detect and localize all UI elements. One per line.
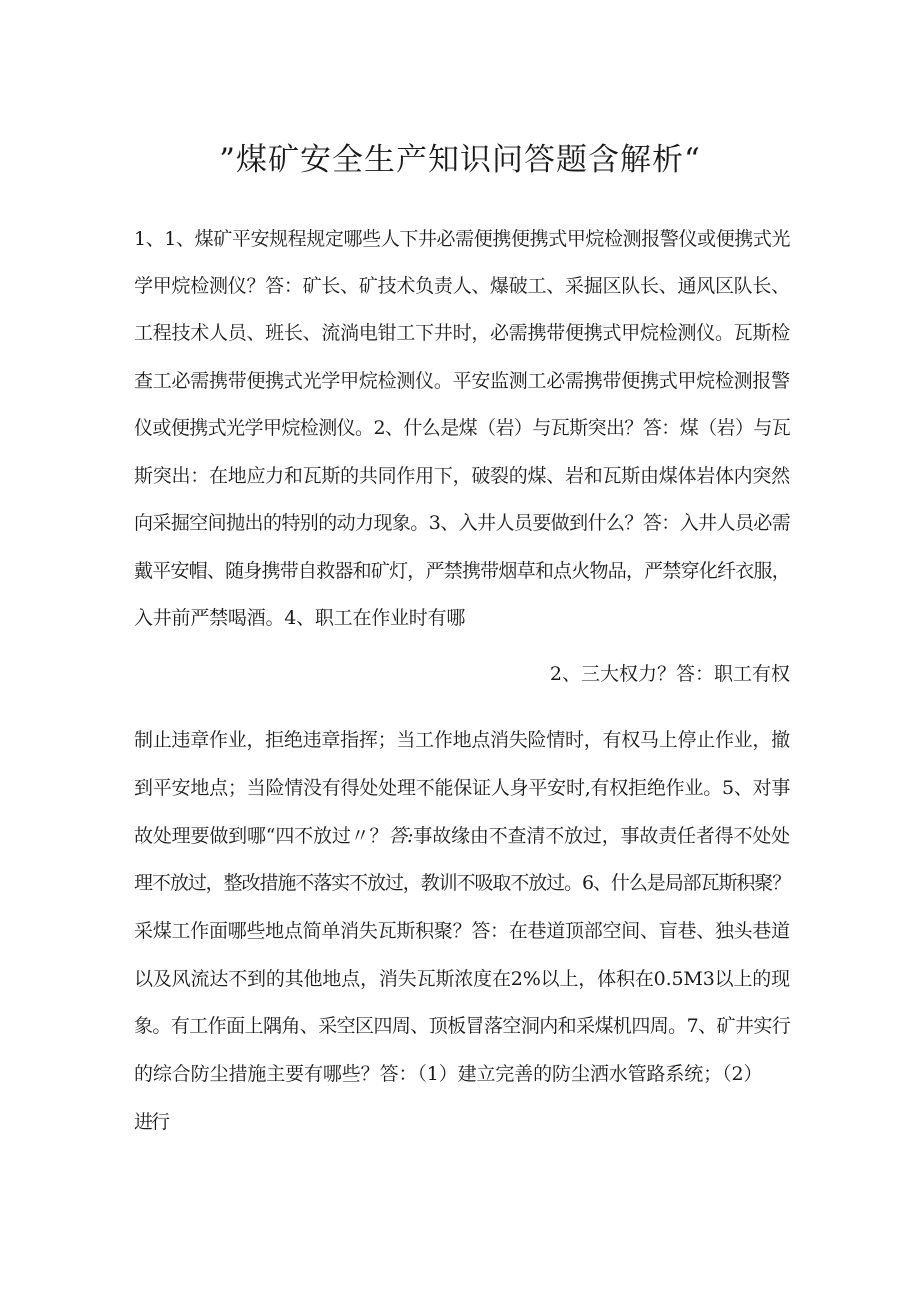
text-segment: 故处理要做到哪“四不放过〃？ xyxy=(134,825,389,847)
text-line: 1、1、煤矿平安规程规定哪些人下井必需便携便携式甲烷检测报警仪或便携式光 xyxy=(134,228,791,250)
text-line: 学甲烷检测仪？答：矿长、矿技术负责人、爆破工、采掘区队长、通风区队长、 xyxy=(134,275,790,297)
text-line-mixed xyxy=(134,821,794,851)
text-line: 斯突出：在地应力和瓦斯的共同作用下，破裂的煤、岩和瓦斯由煤体岩体内突然 xyxy=(134,465,790,487)
text-line: 进行 xyxy=(134,1111,169,1133)
text-line: 仪或便携式光学甲烷检测仪。2、什么是煤（岩）与瓦斯突出？答：煤（岩）与瓦 xyxy=(134,417,791,439)
text-line: 的综合防尘措施主要有哪些？答：（1）建立完善的防尘洒水管路系统；（2） xyxy=(134,1063,763,1085)
text-line: 制止违章作业，拒绝违章指挥；当工作地点消失险情时，有权马上停止作业，撤 xyxy=(134,729,790,751)
right-aligned-line: 2、三大权力？答：职工有权 xyxy=(549,663,790,685)
text-line: 象。有工作面上隅角、采空区四周、顶板冒落空洞内和采煤机四周。7、矿井实行 xyxy=(134,1015,791,1037)
text-line: 以及风流达不到的其他地点，消失瓦斯浓度在2%以上，体积在0.5M3以上的现 xyxy=(134,968,790,990)
text-line: 入井前严禁喝酒。4、职工在作业时有哪 xyxy=(134,607,466,629)
text-segment: 事故缘由不查清不放过，事故责任者得不处处 xyxy=(413,825,791,847)
text-line: 戴平安帽、随身携带自救器和矿灯，严禁携带烟草和点火物品，严禁穿化纤衣服， xyxy=(134,560,790,582)
answer-label: 答: xyxy=(388,825,414,847)
text-line: 向采掘空间抛出的特别的动力现象。3、入井人员要做到什么？答：入井人员必需 xyxy=(134,512,791,534)
text-line: 查工必需携带便携式光学甲烷检测仪。平安监测工必需携带便携式甲烷检测报警 xyxy=(134,370,790,392)
document-title: ”煤矿安全生产知识问答题含解析“ xyxy=(219,142,701,178)
text-line: 采煤工作面哪些地点简单消失瓦斯积聚？答：在巷道顶部空间、盲巷、独头巷道 xyxy=(134,920,790,942)
text-line: 理不放过，整改措施不落实不放过，教训不吸取不放过。6、什么是局部瓦斯积聚？ xyxy=(134,872,791,894)
text-line: 工程技术人员、班长、流淌电钳工下井时，必需携带便携式甲烷检测仪。瓦斯检 xyxy=(134,322,790,344)
text-line: 到平安地点；当险情没有得处处理不能保证人身平安时,有权拒绝作业。5、对事 xyxy=(134,777,791,799)
